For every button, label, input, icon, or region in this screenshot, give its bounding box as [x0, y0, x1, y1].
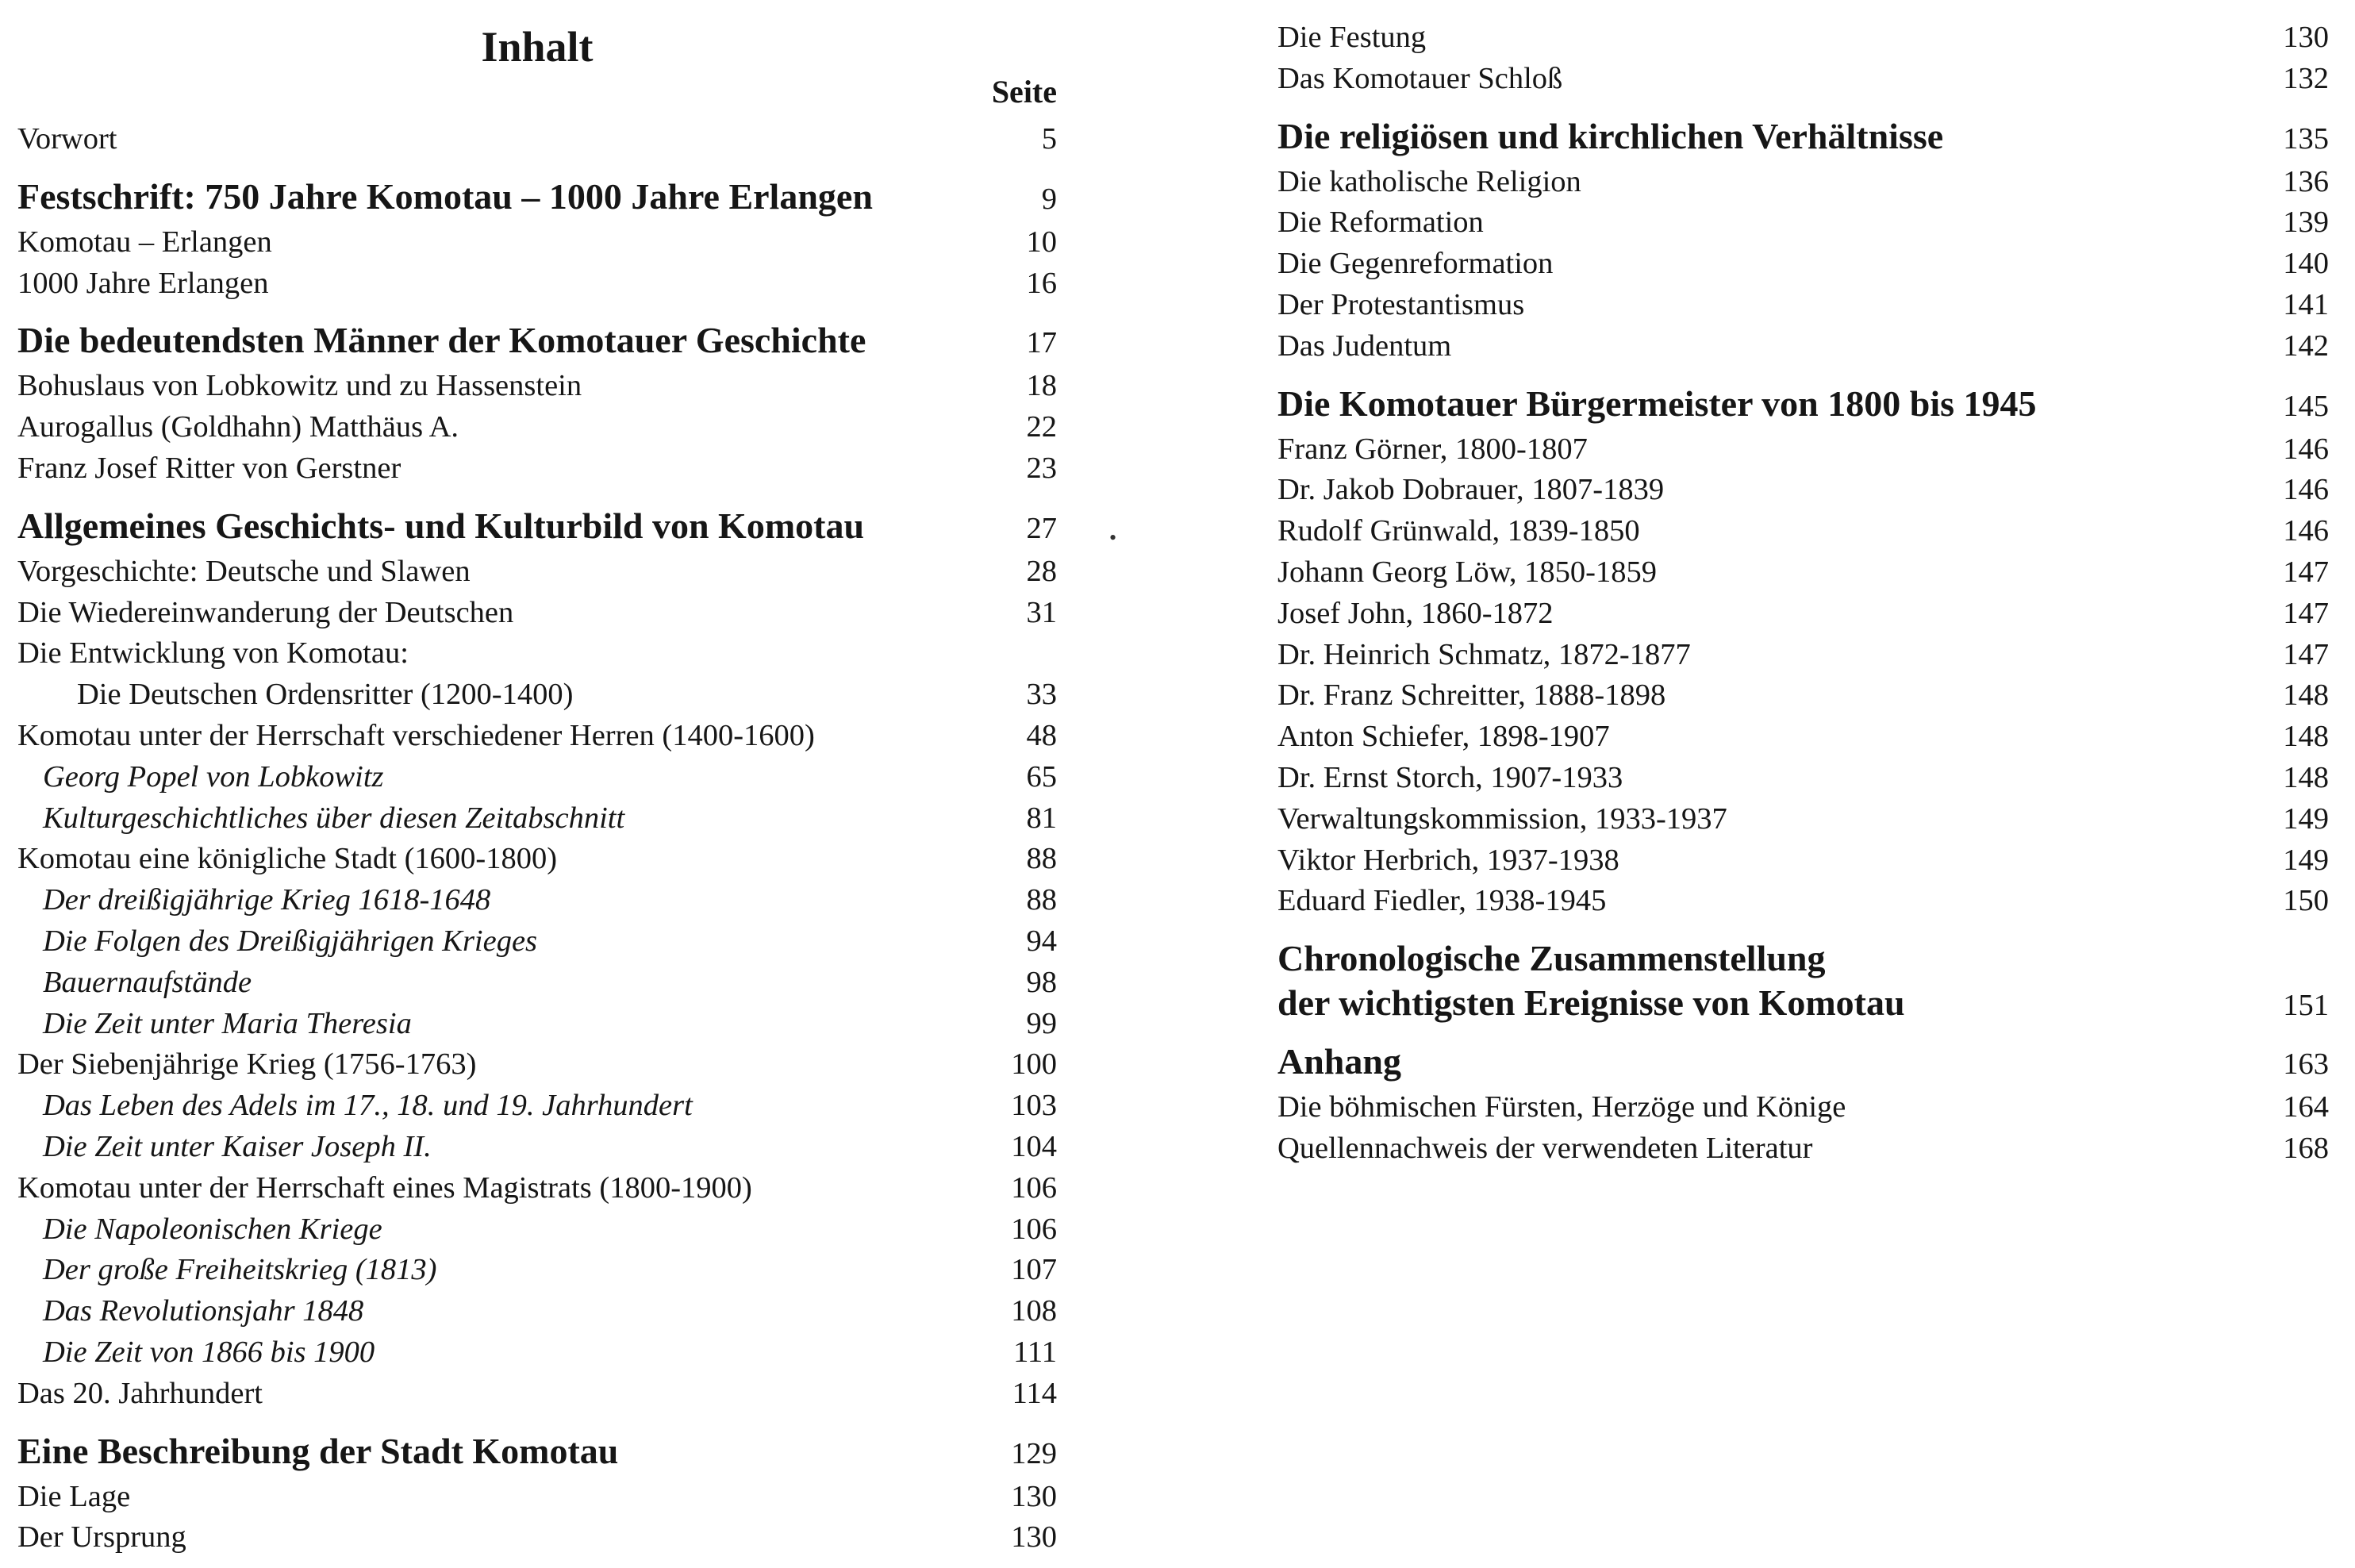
- toc-label: Franz Görner, 1800-1807: [1277, 432, 1588, 466]
- toc-label: Die Entwicklung von Komotau:: [17, 636, 409, 671]
- toc-page-number: 163: [2283, 1047, 2329, 1082]
- toc-entry: [1277, 1128, 2329, 1170]
- toc-entry: [1277, 840, 2329, 882]
- toc-label: Der Ursprung: [17, 1520, 186, 1555]
- toc-entry: [1277, 758, 2329, 799]
- toc-section-heading: [1277, 1036, 2329, 1087]
- toc-page-number: 88: [1026, 842, 1057, 876]
- toc-entry: [17, 716, 1057, 757]
- toc-entry: [1277, 635, 2329, 676]
- toc-subentry: [17, 963, 1057, 1004]
- toc-label: Aurogallus (Goldhahn) Matthäus A.: [17, 410, 459, 444]
- toc-label: Die Zeit unter Maria Theresia: [43, 1006, 412, 1040]
- toc-entry: [17, 407, 1057, 448]
- toc-entry: [17, 448, 1057, 490]
- toc-page-number: 139: [2283, 206, 2329, 240]
- toc-page-number: 65: [1026, 759, 1057, 794]
- toc-page-number: 5: [1041, 122, 1057, 156]
- toc-label: Der Protestantismus: [1277, 287, 1525, 321]
- toc-label: Die Napoleonischen Kriege: [43, 1212, 382, 1246]
- toc-list-left: [17, 119, 1057, 1558]
- toc-entry: [1277, 717, 2329, 758]
- toc-subentry: [17, 798, 1057, 840]
- toc-label: Die Komotauer Bürgermeister von 1800 bis 1945: [1277, 382, 2037, 424]
- toc-page-number: 103: [1011, 1089, 1057, 1123]
- page-title: Inhalt: [481, 23, 594, 71]
- toc-page-number: 130: [1011, 1479, 1057, 1513]
- toc-page-number: 22: [1026, 410, 1057, 444]
- toc-label: Vorwort: [17, 122, 117, 156]
- toc-entry: [1277, 552, 2329, 594]
- toc-page-number: 147: [2283, 596, 2329, 630]
- toc-label: Der dreißigjährige Krieg 1618-1648: [43, 883, 491, 917]
- toc-subentry: [17, 1127, 1057, 1168]
- toc-entry: [1277, 1087, 2329, 1128]
- toc-label: Anton Schiefer, 1898-1907: [1277, 720, 1610, 754]
- toc-entry: [1277, 244, 2329, 285]
- toc-page-number: 9: [1041, 182, 1057, 216]
- toc-entry: [1277, 162, 2329, 203]
- toc-entry: [1277, 429, 2329, 471]
- left-page: [17, 0, 1057, 1568]
- toc-page-number: 31: [1026, 595, 1057, 629]
- toc-label: Das Komotauer Schloß: [1277, 61, 1563, 95]
- right-page: [1277, 0, 2329, 1568]
- toc-section-heading: [1277, 111, 2329, 162]
- toc-subentry: [17, 1332, 1057, 1374]
- toc-label: Johann Georg Löw, 1850-1859: [1277, 555, 1657, 589]
- toc-entry: [17, 839, 1057, 880]
- toc-page-number: 147: [2283, 555, 2329, 589]
- toc-label: Der große Freiheitskrieg (1813): [43, 1253, 437, 1287]
- toc-label: Die Wiedereinwanderung der Deutschen: [17, 595, 514, 629]
- toc-entry: [17, 1374, 1057, 1415]
- toc-label: Die böhmischen Fürsten, Herzöge und Könige: [1277, 1090, 1846, 1124]
- toc-label: Die Zeit unter Kaiser Joseph II.: [43, 1129, 432, 1163]
- toc-page-number: 150: [2283, 884, 2329, 918]
- toc-page-number: 106: [1011, 1212, 1057, 1246]
- toc-entry: [1277, 881, 2329, 922]
- toc-page-number: 98: [1026, 965, 1057, 999]
- toc-entry: [1277, 17, 2329, 59]
- toc-page-number: 149: [2283, 843, 2329, 877]
- toc-entry: [17, 1044, 1057, 1086]
- toc-section-heading: [17, 501, 1057, 551]
- toc-page-number: 88: [1026, 883, 1057, 917]
- toc-label: Komotau unter der Herrschaft eines Magistrats (1800-1900): [17, 1170, 752, 1205]
- toc-page-number: 149: [2283, 801, 2329, 836]
- toc-entry: [17, 551, 1057, 593]
- toc-page-number: 130: [2283, 21, 2329, 54]
- toc-page-number: 141: [2283, 287, 2329, 321]
- toc-entry: [17, 263, 1057, 305]
- toc-label: Die Gegenreformation: [1277, 247, 1554, 281]
- toc-page-number: 33: [1026, 678, 1057, 712]
- toc-label: Komotau eine königliche Stadt (1600-1800): [17, 842, 558, 876]
- toc-section-label: Chronologische Zusammenstellung: [1277, 938, 1826, 979]
- toc-subentry: [17, 674, 1057, 716]
- toc-section-heading: [17, 171, 1057, 222]
- toc-entry: [1277, 59, 2329, 100]
- toc-label: Die Lage: [17, 1479, 131, 1513]
- toc-entry: [1277, 511, 2329, 552]
- toc-label: Komotau – Erlangen: [17, 225, 272, 259]
- toc-label: Vorgeschichte: Deutsche und Slawen: [17, 554, 471, 588]
- toc-label: Georg Popel von Lobkowitz: [43, 759, 384, 794]
- toc-page-number: 18: [1026, 369, 1057, 403]
- toc-entry: [17, 366, 1057, 407]
- toc-label: Die Festung: [1277, 21, 1427, 54]
- toc-page-number: 135: [2283, 121, 2329, 156]
- toc-subentry: [17, 880, 1057, 921]
- toc-label: Die Deutschen Ordensritter (1200-1400): [77, 678, 574, 712]
- toc-label: Allgemeines Geschichts- und Kulturbild von Komotau: [17, 505, 865, 546]
- toc-page-number: 27: [1026, 511, 1057, 545]
- toc-label: Dr. Heinrich Schmatz, 1872-1877: [1277, 637, 1691, 671]
- toc-page-number: 28: [1026, 554, 1057, 588]
- toc-page-number: 140: [2283, 247, 2329, 281]
- toc-entry: [17, 1168, 1057, 1209]
- toc-label: Die Zeit von 1866 bis 1900: [43, 1335, 375, 1369]
- toc-subentry: [17, 1209, 1057, 1251]
- toc-entry: [1277, 594, 2329, 635]
- toc-label: Kulturgeschichtliches über diesen Zeitabschnitt: [43, 801, 625, 835]
- toc-section-heading: [17, 1426, 1057, 1477]
- toc-page-number: 48: [1026, 718, 1057, 752]
- toc-label: Verwaltungskommission, 1933-1937: [1277, 801, 1727, 836]
- toc-subentry: [17, 1004, 1057, 1045]
- toc-page-number: 148: [2283, 760, 2329, 794]
- toc-entry: [1277, 799, 2329, 840]
- toc-label: Das Leben des Adels im 17., 18. und 19. Jahrhundert: [43, 1089, 693, 1123]
- toc-label: Das 20. Jahrhundert: [17, 1376, 263, 1410]
- toc-label: Die bedeutendsten Männer der Komotauer Geschichte: [17, 320, 866, 361]
- toc-label: Die Reformation: [1277, 206, 1484, 240]
- toc-page-number: 136: [2283, 164, 2329, 198]
- toc-page-number: 146: [2283, 514, 2329, 548]
- page-column-header: Seite: [991, 74, 1057, 110]
- toc-label: Franz Josef Ritter von Gerstner: [17, 451, 401, 485]
- toc-subentry: [17, 1250, 1057, 1291]
- toc-label: Die Folgen des Dreißigjährigen Krieges: [43, 924, 538, 958]
- toc-page-number: 142: [2283, 329, 2329, 363]
- toc-page-number: 17: [1026, 326, 1057, 360]
- toc-page-number: 146: [2283, 473, 2329, 507]
- toc-page-number: 107: [1011, 1253, 1057, 1287]
- toc-page-number: 100: [1011, 1047, 1057, 1082]
- toc-page-number: 132: [2283, 61, 2329, 95]
- toc-page-number: 168: [2283, 1131, 2329, 1165]
- toc-label: Bauernaufstände: [43, 965, 252, 999]
- toc-entry: [17, 119, 1057, 160]
- toc-page-number: 23: [1026, 451, 1057, 485]
- toc-page-number: 106: [1011, 1170, 1057, 1205]
- toc-entry: [1277, 285, 2329, 326]
- toc-label: Eine Beschreibung der Stadt Komotau: [17, 1430, 619, 1471]
- toc-page-number: 148: [2283, 720, 2329, 754]
- toc-page-number: 148: [2283, 678, 2329, 713]
- toc-section-heading: [1277, 936, 2329, 1025]
- toc-page-number: 145: [2283, 389, 2329, 423]
- toc-subentry: [17, 757, 1057, 798]
- toc-subentry: [17, 1291, 1057, 1332]
- toc-label: Dr. Ernst Storch, 1907-1933: [1277, 760, 1623, 794]
- toc-label: Der Siebenjährige Krieg (1756-1763): [17, 1047, 477, 1082]
- toc-page-number: 129: [1011, 1436, 1057, 1470]
- toc-entry: [17, 1517, 1057, 1558]
- toc-label: Das Revolutionsjahr 1848: [43, 1294, 364, 1328]
- toc-entry: [1277, 326, 2329, 367]
- toc-entry: [17, 1477, 1057, 1518]
- toc-page-number: 99: [1026, 1006, 1057, 1040]
- toc-subentry: [17, 921, 1057, 963]
- toc-page-number: 146: [2283, 432, 2329, 466]
- toc-label: Eduard Fiedler, 1938-1945: [1277, 884, 1607, 918]
- toc-label: Rudolf Grünwald, 1839-1850: [1277, 514, 1640, 548]
- toc-page-number: 164: [2283, 1090, 2329, 1124]
- toc-subentry: [17, 1086, 1057, 1127]
- toc-label: 1000 Jahre Erlangen: [17, 266, 269, 300]
- toc-label: Josef John, 1860-1872: [1277, 596, 1554, 630]
- toc-list-right: [1277, 17, 2329, 1170]
- toc-label: Dr. Franz Schreitter, 1888-1898: [1277, 678, 1666, 713]
- toc-page-number: 114: [1012, 1376, 1057, 1410]
- toc-page-number: 94: [1026, 924, 1057, 958]
- toc-label: Komotau unter der Herrschaft verschiedener Herren (1400-1600): [17, 718, 815, 752]
- gutter-speck-icon: •: [1109, 526, 1117, 549]
- toc-page-number: 81: [1026, 801, 1057, 835]
- toc-page-number: 130: [1011, 1520, 1057, 1555]
- toc-page-number: 104: [1011, 1129, 1057, 1163]
- toc-entry: [17, 593, 1057, 634]
- toc-page-number: 108: [1011, 1294, 1057, 1328]
- toc-page-number: 151: [2283, 989, 2329, 1023]
- toc-page-number: 16: [1026, 266, 1057, 300]
- toc-label: Dr. Jakob Dobrauer, 1807-1839: [1277, 473, 1665, 507]
- toc-page-number: 147: [2283, 637, 2329, 671]
- toc-label: Quellennachweis der verwendeten Literatur: [1277, 1131, 1813, 1165]
- toc-entry: [17, 222, 1057, 263]
- toc-label: Die katholische Religion: [1277, 164, 1581, 198]
- toc-section-label: der wichtigsten Ereignisse von Komotau: [1277, 982, 1905, 1024]
- toc-label: Festschrift: 750 Jahre Komotau – 1000 Jahre Erlangen: [17, 175, 873, 217]
- toc-entry: [1277, 675, 2329, 717]
- toc-label: Das Judentum: [1277, 329, 1452, 363]
- toc-section-heading: [17, 315, 1057, 366]
- toc-section-heading: [1277, 379, 2329, 429]
- toc-page-number: 111: [1013, 1335, 1057, 1369]
- toc-entry: [17, 633, 1057, 674]
- toc-label: Viktor Herbrich, 1937-1938: [1277, 843, 1619, 877]
- toc-entry: [1277, 470, 2329, 511]
- toc-label: Die religiösen und kirchlichen Verhältnisse: [1277, 115, 1944, 156]
- toc-label: Bohuslaus von Lobkowitz und zu Hassenstein: [17, 369, 582, 403]
- toc-label: Anhang: [1277, 1041, 1401, 1082]
- toc-page-number: 10: [1026, 225, 1057, 259]
- toc-entry: [1277, 202, 2329, 244]
